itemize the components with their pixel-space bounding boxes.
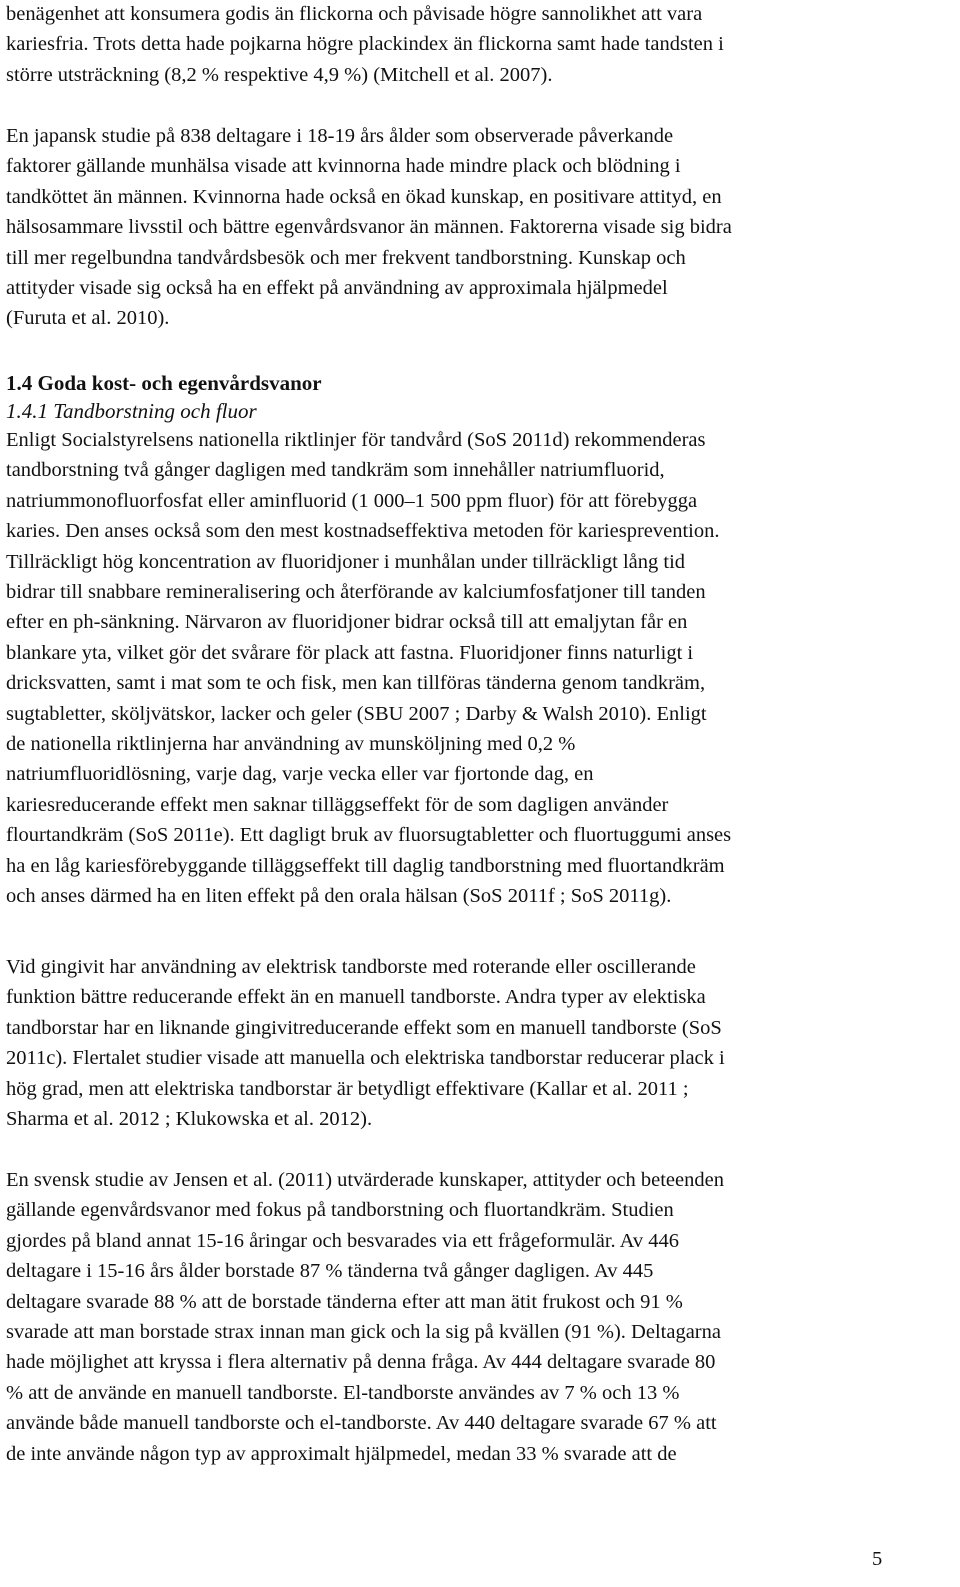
text-line: deltagare i 15-16 års ålder borstade 87 % tänderna två gånger dagligen. Av 445: [6, 1260, 654, 1283]
text-line: % att de använde en manuell tandborste. El-tandborste användes av 7 % och 13 %: [6, 1381, 680, 1404]
text-line: blankare yta, vilket gör det svårare för plack att fastna. Fluoridjoner finns naturligt i: [6, 641, 694, 664]
text-line: tandköttet än männen. Kvinnorna hade också en ökad kunskap, en positivare attityd, en: [6, 185, 722, 208]
text-line: natriumfluoridlösning, varje dag, varje vecka eller var fjortonde dag, en: [6, 763, 594, 786]
paragraph-swedish-study: [6, 1165, 956, 1469]
text-line: Tillräckligt hög koncentration av fluoridjoner i munhålan under tillräckligt lång tid: [6, 550, 686, 573]
text-line: En svensk studie av Jensen et al. (2011) utvärderade kunskaper, attityder och beteenden: [6, 1169, 724, 1191]
paragraph-intro-continuation: [6, 0, 956, 90]
text-line: hög grad, men att elektriska tandborstar är betydligt effektivare (Kallar et al. 2011 ;: [6, 1077, 689, 1100]
text-line: bidrar till snabbare remineralisering och återförande av kalciumfosfatjoner till tanden: [6, 581, 706, 604]
text-line: till mer regelbundna tandvårdsbesök och mer frekvent tandborstning. Kunskap och: [6, 246, 686, 269]
page-number: 5: [872, 1548, 883, 1570]
text-line: Vid gingivit har användning av elektrisk tandborste med roterande eller oscillerande: [6, 956, 696, 978]
text-line: hade möjlighet att kryssa i flera alternativ på denna fråga. Av 444 deltagare svarade 80: [6, 1351, 716, 1374]
text-line: gjordes på bland annat 15-16 åringar och besvarades via ett frågeformulär. Av 446: [6, 1229, 680, 1252]
text-line: kariesfria. Trots detta hade pojkarna högre plackindex än flickorna samt hade tandsten i: [6, 33, 724, 56]
text-line: ha en låg kariesförebyggande tilläggseffekt till daglig tandborstning med fluortandkräm: [6, 854, 725, 877]
text-line: (Furuta et al. 2010).: [6, 307, 170, 330]
text-line: natriummonofluorfosfat eller aminfluorid (1 000–1 500 ppm fluor) för att förebygga: [6, 489, 698, 512]
text-line: tandborstning två gånger dagligen med tandkräm som innehåller natriumfluorid,: [6, 459, 665, 482]
subsection-heading: 1.4.1 Tandborstning och fluor: [6, 399, 257, 423]
text-line: använde både manuell tandborste och el-tandborste. Av 440 deltagare svarade 67 % att: [6, 1412, 717, 1435]
text-line: gällande egenvårdsvanor med fokus på tandborstning och fluortandkräm. Studien: [6, 1199, 674, 1222]
text-line: 2011c). Flertalet studier visade att manuella och elektriska tandborstar reducerar plack i: [6, 1047, 725, 1070]
text-line: och anses därmed ha en liten effekt på den orala hälsan (SoS 2011f ; SoS 2011g).: [6, 885, 672, 908]
paragraph-electric-toothbrush: [6, 952, 956, 1134]
text-line: större utsträckning (8,2 % respektive 4,9 %) (Mitchell et al. 2007).: [6, 63, 553, 86]
text-line: Sharma et al. 2012 ; Klukowska et al. 2012).: [6, 1108, 373, 1131]
text-line: kariesreducerande effekt men saknar tilläggseffekt för de som dagligen använder: [6, 793, 669, 816]
text-line: efter en ph-sänkning. Närvaron av fluoridjoner bidrar också till att emaljytan får en: [6, 611, 688, 634]
text-line: hälsosammare livsstil och bättre egenvårdsvanor än männen. Faktorerna visade sig bidra: [6, 216, 732, 239]
paragraph-fluoride-guidelines: [6, 425, 956, 912]
text-line: flourtandkräm (SoS 2011e). Ett dagligt bruk av fluorsugtabletter och fluortuggumi anses: [6, 824, 732, 847]
text-line: de inte använde någon typ av approximalt hjälpmedel, medan 33 % svarade att de: [6, 1442, 677, 1465]
text-line: benägenhet att konsumera godis än flickorna och påvisade högre sannolikhet att vara: [6, 3, 703, 25]
text-line: de nationella riktlinjerna har användning av munsköljning med 0,2 %: [6, 733, 576, 756]
paragraph-japanese-study: [6, 121, 956, 334]
text-line: En japansk studie på 838 deltagare i 18-19 års ålder som observerade påverkande: [6, 125, 674, 147]
section-heading: 1.4 Goda kost- och egenvårdsvanor: [6, 371, 322, 395]
text-line: deltagare svarade 88 % att de borstade tänderna efter att man ätit frukost och 91 %: [6, 1290, 683, 1313]
text-line: tandborstar har en liknande gingivitreducerande effekt som en manuell tandborste (SoS: [6, 1016, 722, 1039]
text-line: Enligt Socialstyrelsens nationella riktlinjer för tandvård (SoS 2011d) rekommenderas: [6, 429, 706, 451]
text-line: karies. Den anses också som den mest kostnadseffektiva metoden för kariesprevention.: [6, 520, 720, 543]
text-line: dricksvatten, samt i mat som te och fisk, men kan tillföras tänderna genom tandkräm,: [6, 672, 706, 695]
text-line: funktion bättre reducerande effekt än en manuell tandborste. Andra typer av elektiska: [6, 986, 706, 1009]
text-line: faktorer gällande munhälsa visade att kvinnorna hade mindre plack och blödning i: [6, 155, 681, 178]
text-line: svarade att man borstade strax innan man gick och la sig på kvällen (91 %). Deltagarna: [6, 1321, 721, 1344]
text-line: attityder visade sig också ha en effekt på användning av approximala hjälpmedel: [6, 277, 668, 300]
text-line: sugtabletter, sköljvätskor, lacker och geler (SBU 2007 ; Darby & Walsh 2010). Enligt: [6, 702, 707, 725]
